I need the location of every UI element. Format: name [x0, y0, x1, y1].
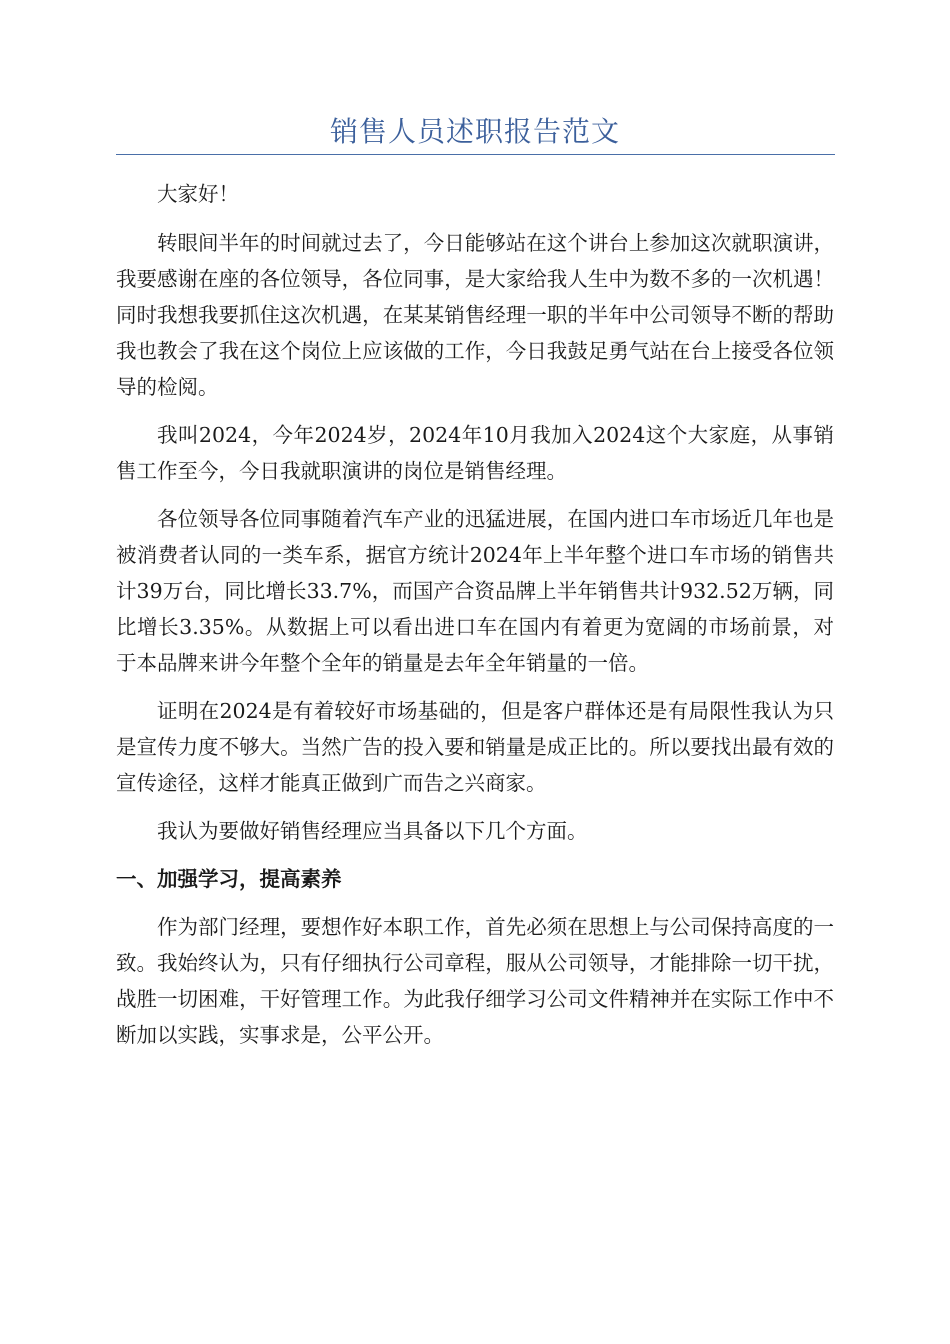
body-paragraph: 证明在2024是有着较好市场基础的，但是客户群体还是有局限性我认为只是宣传力度不够大。当然广告的投入要和销量是成正比的。所以要找出最有效的宣传途径，这样才能真正做到广而告之兴商家。 [116, 699, 834, 795]
section-paragraph: 作为部门经理，要想作好本职工作，首先必须在思想上与公司保持高度的一致。我始终认为，只有仔细执行公司章程，服从公司领导，才能排除一切干扰，战胜一切困难，干好管理工作。为此我仔细学习公司文件精神并在实际工作中不断加以实践，实事求是，公平公开。 [116, 915, 834, 1047]
body-paragraph: 我叫2024，今年2024岁，2024年10月我加入2024这个大家庭，从事销售工作至今，今日我就职演讲的岗位是销售经理。 [116, 423, 834, 483]
document-title: 销售人员述职报告范文 [329, 115, 620, 148]
body-paragraph: 我认为要做好销售经理应当具备以下几个方面。 [157, 819, 588, 843]
greeting-paragraph: 大家好！ [157, 182, 239, 206]
title-underline [116, 154, 835, 155]
section-heading: 一、加强学习，提高素养 [116, 867, 342, 891]
body-paragraph: 各位领导各位同事随着汽车产业的迅猛进展，在国内进口车市场近几年也是被消费者认同的一类车系，据官方统计2024年上半年整个进口车市场的销售共计39万台，同比增长33.7%，而国产合资品牌上半年销售共计932.52万辆，同比增长3.35%。从数据上可以看出进口车在国内有着更为宽阔的市场前景，对于本品牌来讲今年整个全年的销量是去年全年销量的一倍。 [116, 507, 834, 675]
body-paragraph: 转眼间半年的时间就过去了，今日能够站在这个讲台上参加这次就职演讲，我要感谢在座的各位领导，各位同事，是大家给我人生中为数不多的一次机遇！同时我想我要抓住这次机遇，在某某销售经理一职的半年中公司领导不断的帮助我也教会了我在这个岗位上应该做的工作，今日我鼓足勇气站在台上接受各位领导的检阅。 [116, 231, 834, 399]
document-body [116, 176, 834, 1065]
